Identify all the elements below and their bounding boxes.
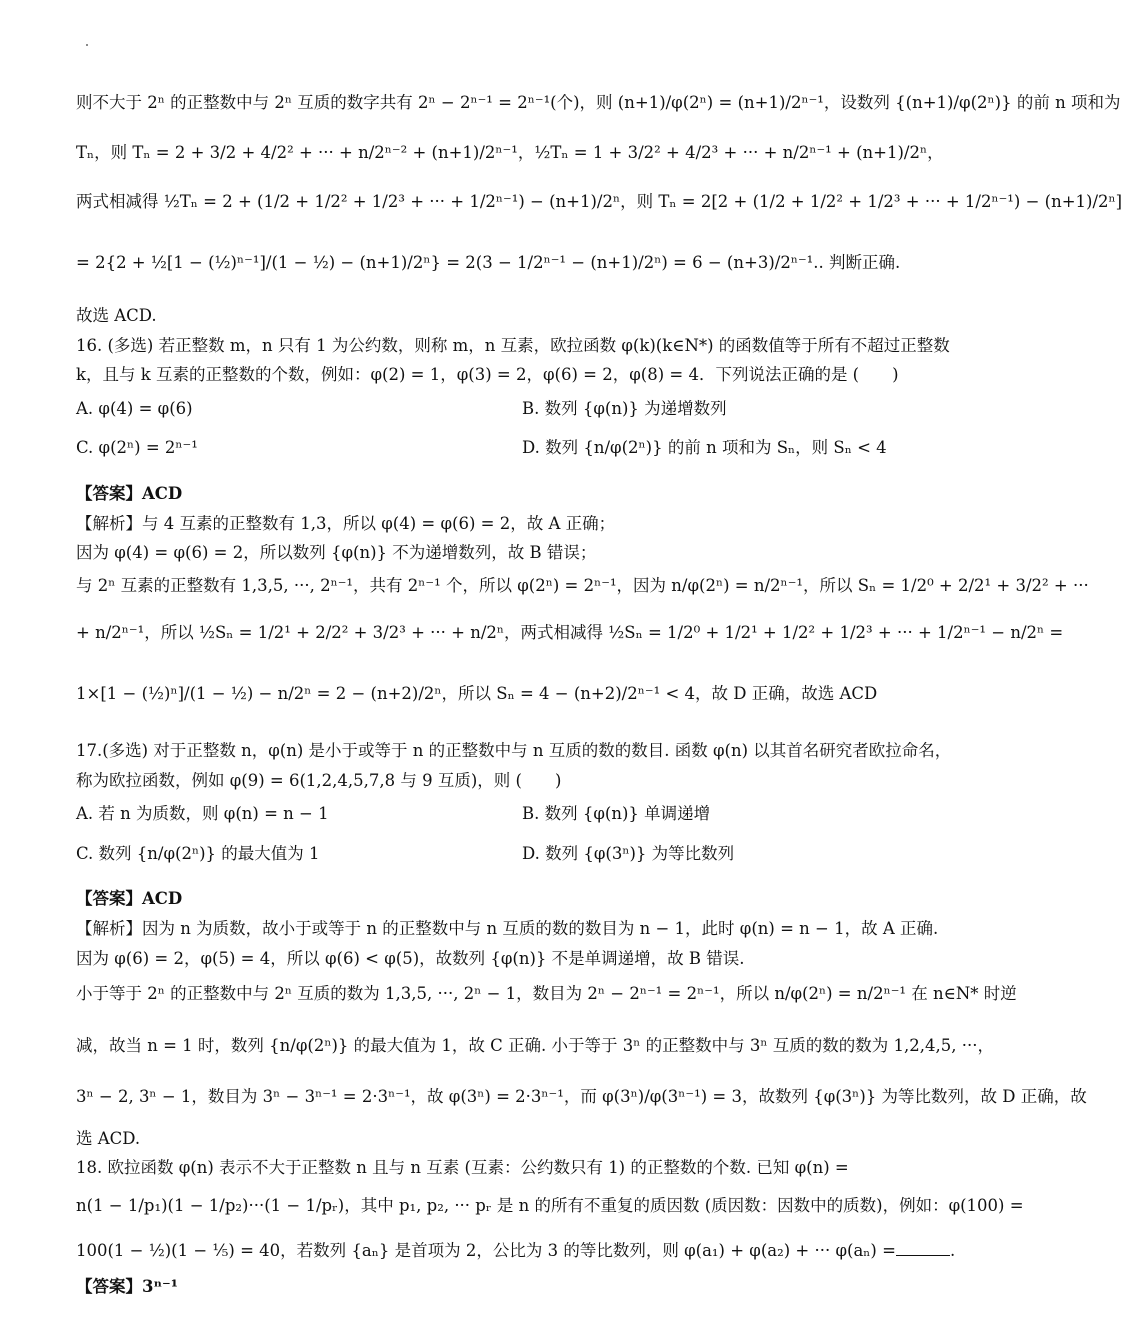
q17-analysis-line-2: 因为 φ(6) = 2，φ(5) = 4，所以 φ(6) < φ(5)，故数列 {φ(n)} 不是单调递增，故 B 错误. xyxy=(76,949,745,968)
q17-analysis-line-4: 减，故当 n = 1 时，数列 {n/φ(2ⁿ)} 的最大值为 1，故 C 正确. 小于等于 3ⁿ 的正整数中与 3ⁿ 互质的数的数为 1,2,4,5, ···， xyxy=(76,1036,994,1055)
q17-option-b: B. 数列 {φ(n)} 单调递增 xyxy=(522,804,711,823)
q16-analysis-line-3: 与 2ⁿ 互素的正整数有 1,3,5, ···, 2ⁿ⁻¹，共有 2ⁿ⁻¹ 个，所以 φ(2ⁿ) = 2ⁿ⁻¹，因为 n/φ(2ⁿ) = n/2ⁿ⁻¹，所以 Sₙ = 1/2⁰ + 2/2¹ + 3/2² + ··· xyxy=(76,576,1089,595)
solution-line-2: Tₙ，则 Tₙ = 2 + 3/2 + 4/2² + ··· + n/2ⁿ⁻² + (n+1)/2ⁿ⁻¹，½Tₙ = 1 + 3/2² + 4/2³ + ··· + n/2ⁿ⁻¹ + (n+1)/2ⁿ， xyxy=(76,143,944,162)
q17-option-a: A. 若 n 为质数，则 φ(n) = n − 1 xyxy=(76,804,329,823)
q18-stem-line-1: 18. 欧拉函数 φ(n) 表示不大于正整数 n 且与 n 互素 (互素：公约数只有 1) 的正整数的个数. 已知 φ(n) = xyxy=(76,1158,849,1177)
q18-stem-line-2: n(1 − 1/p₁)(1 − 1/p₂)···(1 − 1/pᵣ)，其中 p₁, p₂, ··· pᵣ 是 n 的所有不重复的质因数 (质因数：因数中的质数)，例如：φ(100) = xyxy=(76,1196,1024,1215)
q18-answer: 【答案】3ⁿ⁻¹ xyxy=(76,1277,178,1296)
q16-stem-line-1: 16. (多选) 若正整数 m，n 只有 1 为公约数，则称 m，n 互素，欧拉函数 φ(k)(k∈N*) 的函数值等于所有不超过正整数 xyxy=(76,336,950,355)
q17-analysis-line-5: 3ⁿ − 2, 3ⁿ − 1，数目为 3ⁿ − 3ⁿ⁻¹ = 2·3ⁿ⁻¹，故 φ(3ⁿ) = 2·3ⁿ⁻¹，而 φ(3ⁿ)/φ(3ⁿ⁻¹) = 3，故数列 {φ(3ⁿ)} 为等比数列，故 D 正确，故 xyxy=(76,1087,1087,1106)
q18-stem-line-3 xyxy=(76,1240,1006,1262)
q17-stem-line-2: 称为欧拉函数，例如 φ(9) = 6(1,2,4,5,7,8 与 9 互质)，则 ( ) xyxy=(76,771,562,790)
q17-option-c: C. 数列 {n/φ(2ⁿ)} 的最大值为 1 xyxy=(76,844,320,863)
page-speck xyxy=(86,44,88,46)
q17-option-d: D. 数列 {φ(3ⁿ)} 为等比数列 xyxy=(522,844,735,863)
q16-option-d: D. 数列 {n/φ(2ⁿ)} 的前 n 项和为 Sₙ，则 Sₙ < 4 xyxy=(522,438,887,457)
conclusion-line: 故选 ACD. xyxy=(76,306,157,325)
q16-analysis-line-5: 1×[1 − (½)ⁿ]/(1 − ½) − n/2ⁿ = 2 − (n+2)/2ⁿ，所以 Sₙ = 4 − (n+2)/2ⁿ⁻¹ < 4，故 D 正确，故选 ACD xyxy=(76,684,878,703)
solution-line-4: = 2{2 + ½[1 − (½)ⁿ⁻¹]/(1 − ½) − (n+1)/2ⁿ} = 2(3 − 1/2ⁿ⁻¹ − (n+1)/2ⁿ) = 6 − (n+3)/2ⁿ⁻¹.. 判断正确. xyxy=(76,253,901,272)
q17-analysis-line-3: 小于等于 2ⁿ 的正整数中与 2ⁿ 互质的数为 1,3,5, ···, 2ⁿ − 1，数目为 2ⁿ − 2ⁿ⁻¹ = 2ⁿ⁻¹，所以 n/φ(2ⁿ) = n/2ⁿ⁻¹ 在 n∈N* 时逆 xyxy=(76,984,1017,1003)
q16-analysis-line-4: + n/2ⁿ⁻¹，所以 ½Sₙ = 1/2¹ + 2/2² + 3/2³ + ··· + n/2ⁿ，两式相减得 ½Sₙ = 1/2⁰ + 1/2¹ + 1/2² + 1/2³ + ··· + 1/2ⁿ⁻¹ − n/2ⁿ = xyxy=(76,623,1064,642)
q16-option-c: C. φ(2ⁿ) = 2ⁿ⁻¹ xyxy=(76,438,198,457)
solution-line-1: 则不大于 2ⁿ 的正整数中与 2ⁿ 互质的数字共有 2ⁿ − 2ⁿ⁻¹ = 2ⁿ⁻¹(个)，则 (n+1)/φ(2ⁿ) = (n+1)/2ⁿ⁻¹，设数列 {(n+1)/φ(2ⁿ)} 的前 n 项和为 xyxy=(76,93,1121,112)
q17-analysis-line-1: 【解析】因为 n 为质数，故小于或等于 n 的正整数中与 n 互质的数的数目为 n − 1，此时 φ(n) = n − 1，故 A 正确. xyxy=(76,919,939,938)
q16-analysis-line-2: 因为 φ(4) = φ(6) = 2，所以数列 {φ(n)} 不为递增数列，故 B 错误； xyxy=(76,543,597,562)
q18-stem-end: . xyxy=(949,1241,956,1260)
q17-stem-line-1: 17.(多选) 对于正整数 n，φ(n) 是小于或等于 n 的正整数中与 n 互质的数的数目. 函数 φ(n) 以其首名研究者欧拉命名， xyxy=(76,741,952,760)
answer-blank xyxy=(896,1241,950,1256)
q16-option-b: B. 数列 {φ(n)} 为递增数列 xyxy=(522,399,727,418)
q16-analysis-line-1: 【解析】与 4 互素的正整数有 1,3，所以 φ(4) = φ(6) = 2，故 A 正确； xyxy=(76,514,616,533)
q18-stem-text: 100(1 − ½)(1 − ⅕) = 40，若数列 {aₙ} 是首项为 2，公比为 3 的等比数列，则 φ(a₁) + φ(a₂) + ··· φ(aₙ) = xyxy=(76,1241,896,1260)
q16-stem-line-2: k，且与 k 互素的正整数的个数，例如：φ(2) = 1，φ(3) = 2，φ(6) = 2，φ(8) = 4．下列说法正确的是 ( ) xyxy=(76,365,899,384)
q17-analysis-line-6: 选 ACD. xyxy=(76,1129,141,1148)
q16-answer: 【答案】ACD xyxy=(76,484,183,503)
q16-option-a: A. φ(4) = φ(6) xyxy=(76,399,193,418)
solution-line-3: 两式相减得 ½Tₙ = 2 + (1/2 + 1/2² + 1/2³ + ··· + 1/2ⁿ⁻¹) − (n+1)/2ⁿ，则 Tₙ = 2[2 + (1/2 + 1/2² + 1/2³ + ··· + 1/2ⁿ⁻¹) − (n+1)/2ⁿ] xyxy=(76,192,1122,211)
q17-answer: 【答案】ACD xyxy=(76,889,183,908)
